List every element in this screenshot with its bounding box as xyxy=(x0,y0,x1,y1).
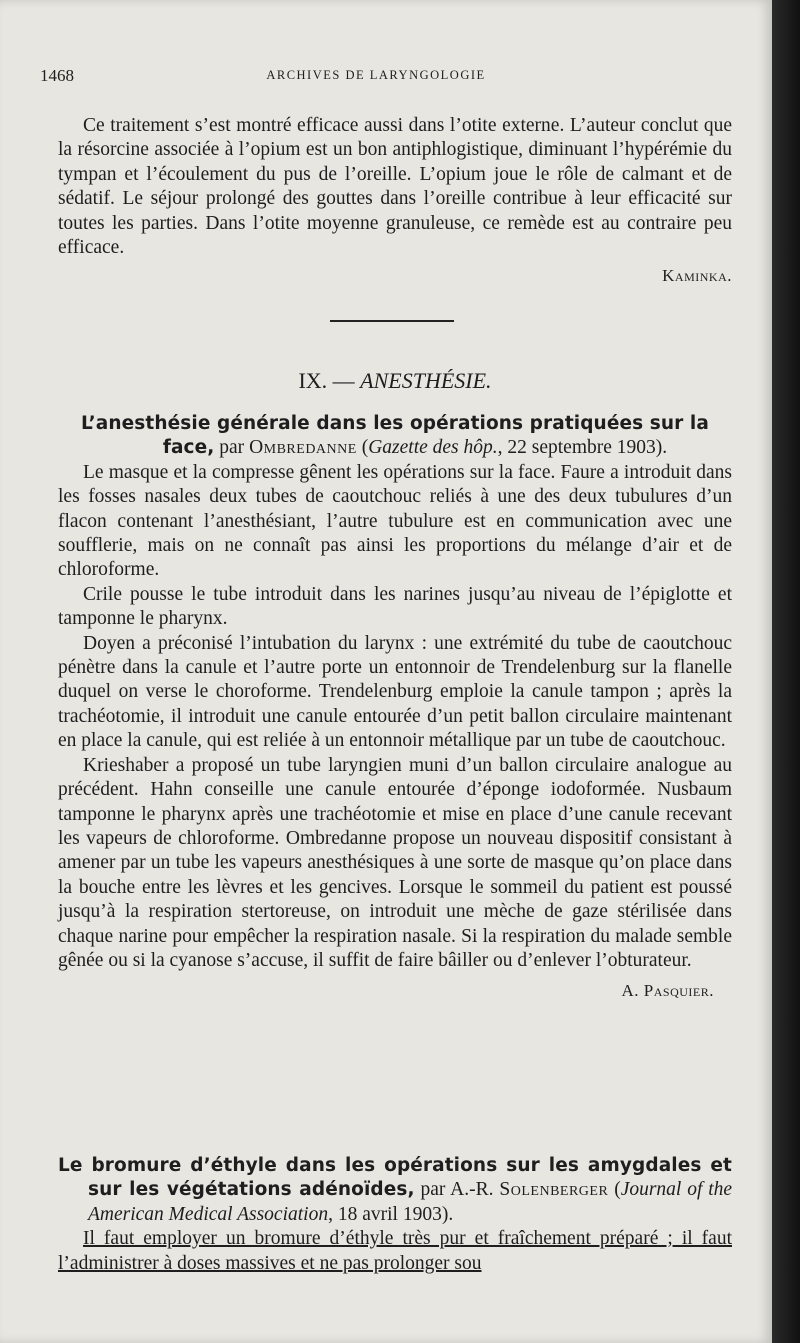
intro-paragraph: Ce traitement s’est montré efficace aussi dans l’otite externe. L’auteur conclut que la résorcine associée à l’opium est un bon antiphlogistique, diminuant l’hypérémie du tympan et l’écoulement du pus de l’oreille. L’opium joue le rôle de calmant et de sédatif. Le séjour prolongé des gouttes dans l’oreille contribue à leur efficacité sur toutes les parties. Dans l’otite moyenne granuleuse, ce remède est au contraire peu efficace. xyxy=(58,115,732,259)
section-number: IX. — xyxy=(298,368,355,393)
section-heading xyxy=(58,368,732,394)
page-number: 1468 xyxy=(40,66,74,85)
signature-pasquier-text: A. Pasquier. xyxy=(621,981,714,1001)
article-2-by: par A.-R. xyxy=(420,1179,494,1201)
section-title: ANESTHÉSIE. xyxy=(360,368,492,393)
section-divider xyxy=(330,320,454,322)
article-1-journal: Gazette des hôp. xyxy=(368,437,498,459)
running-title: ARCHIVES DE LARYNGOLOGIE xyxy=(266,68,486,82)
article-1-paragraph-2: Crile pousse le tube introduit dans les narines jusqu’au niveau de l’épiglotte et tamponne le pharynx. xyxy=(58,583,732,630)
article-2-paragraph: Il faut employer un bromure d’éthyle très pur et fraîchement préparé ; il faut l’administrer à doses massives et ne pas prolonger sou xyxy=(58,1228,732,1274)
article-bromure-ethyle xyxy=(58,1154,732,1276)
signature-kaminka: Kaminka. xyxy=(662,266,732,286)
article-1-open-paren: ( xyxy=(361,437,369,459)
article-anesthesie-generale xyxy=(58,412,732,999)
article-1-heading xyxy=(58,412,732,461)
article-2-open-paren: ( xyxy=(614,1179,621,1201)
article-2-date: , 18 avril 1903). xyxy=(328,1203,454,1225)
scan-edge xyxy=(772,0,800,1343)
signature-pasquier xyxy=(622,979,714,1003)
page-header xyxy=(40,66,712,88)
article-2-heading xyxy=(58,1154,732,1227)
article-1-author: Ombredanne xyxy=(249,437,357,459)
article-1-paragraph-3: Doyen a préconisé l’intubation du larynx : une extrémité du tube de caoutchouc pénètre dans la canule et l’autre porte un entonnoir de Trendelenburg sur la flanelle duquel on verse le choroforme. Trendelenburg emploie la canule tampon ; après la trachéotomie, il introduit une canule entourée d’un petit ballon circulaire maintenant en place la canule, qui est reliée à un entonnoir métallique par un tube de caoutchouc. xyxy=(58,632,732,752)
article-2-journal: Journal of the American Medical Association xyxy=(88,1179,733,1225)
article-1-paragraph-4: Krieshaber a proposé un tube laryngien muni d’un ballon circulaire analogue au précédent. Hahn conseille une canule entourée d’éponge iodoformée. Nusbaum tamponne le pharynx après une trachéotomie et mise en place d’une canule recevant les vapeurs de chloroforme. Ombredanne propose un nouveau dispositif consistant à amener par un tube les vapeurs anesthésiques à une sorte de masque qu’on place dans la bouche entre les lèvres et les gencives. Lorsque le sommeil du patient est poussé jusqu’à la respiration stertoreuse, on introduit une mèche de gaze stérilisée dans chaque narine pour empêcher la respiration nasale. Si la respiration du malade semble gênée ou si la cyanose s’accuse, il suffit de faire bâiller ou d’enlever l’obturateur. xyxy=(58,754,732,971)
article-1-paragraph-1: Le masque et la compresse gênent les opérations sur la face. Faure a introduit dans les fosses nasales deux tubes de caoutchouc reliés à une des deux tubulures d’un flacon contenant l’anesthésiant, l’autre tubulure est en communication avec une soufflerie, mais on ne connaît pas ainsi les proportions du mélange d’air et de chloroforme. xyxy=(58,461,732,581)
article-1-title: L’anesthésie générale dans les opérations pratiquées sur la face, xyxy=(81,413,709,459)
article-1-date: , 22 septembre 1903). xyxy=(497,437,668,459)
article-1-by: par xyxy=(219,437,245,459)
intro-section xyxy=(58,114,732,286)
article-2-title: Le bromure d’éthyle dans les opérations sur les amygdales et sur les végétations adénoïdes, xyxy=(58,1155,732,1201)
article-2-author: Solenberger xyxy=(499,1179,609,1201)
